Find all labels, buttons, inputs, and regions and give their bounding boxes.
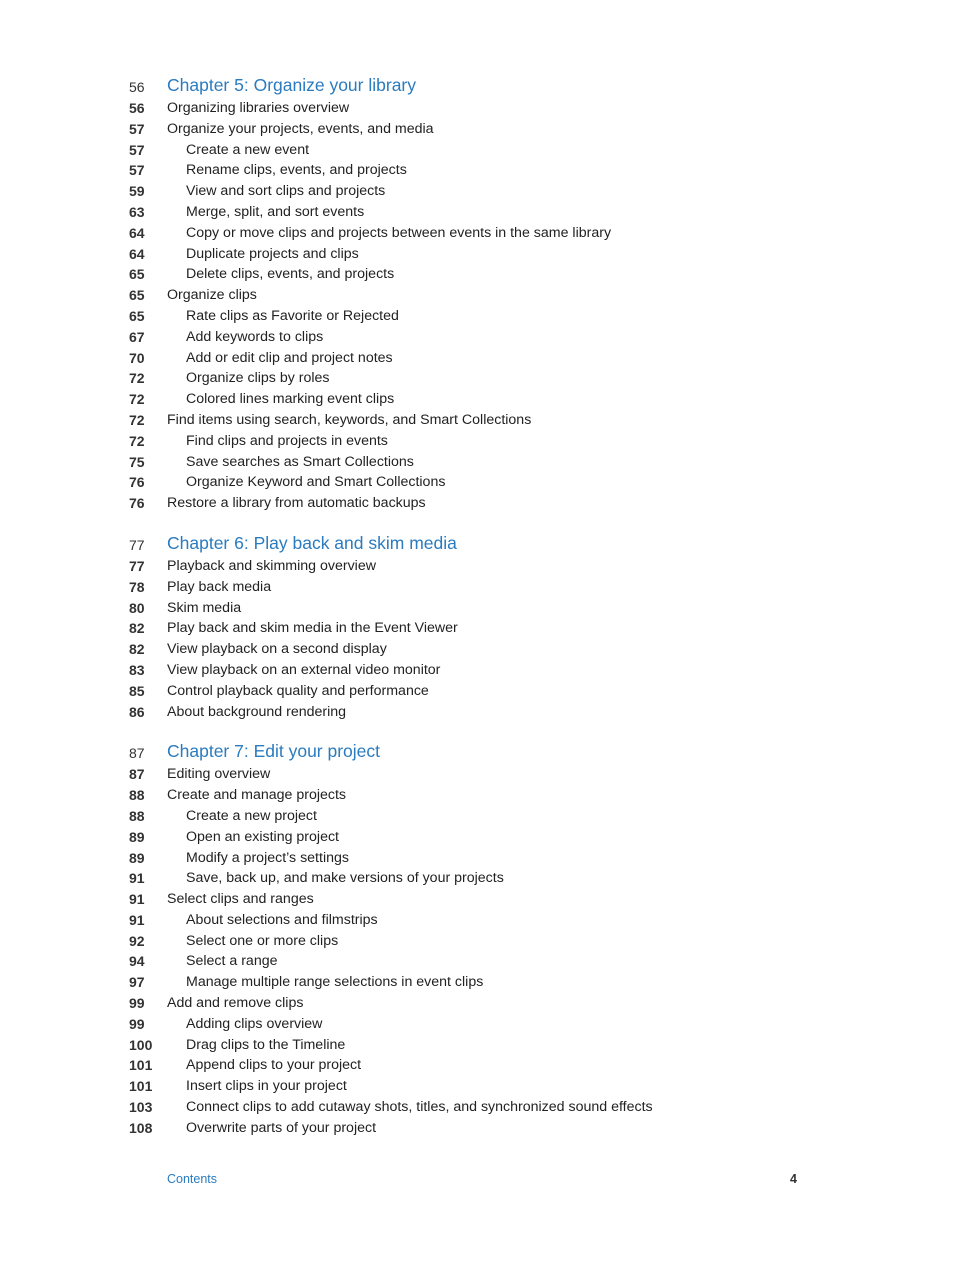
toc-subentry[interactable] [0, 910, 954, 931]
page-number: 99 [129, 1015, 145, 1032]
chapter-7 [0, 738, 954, 1138]
page-number: 91 [129, 870, 145, 887]
entry-title[interactable]: Drag clips to the Timeline [186, 1036, 346, 1053]
toc-entry[interactable] [0, 577, 954, 598]
page-number: 57 [129, 162, 145, 179]
entry-title[interactable]: Create a new event [186, 141, 310, 158]
page-number: 80 [129, 599, 145, 616]
page-number: 72 [129, 370, 145, 387]
toc-subentry[interactable] [0, 223, 954, 244]
page-number: 83 [129, 661, 145, 678]
toc-entry[interactable] [0, 618, 954, 639]
page-number: 88 [129, 807, 145, 824]
entry-title[interactable]: About background rendering [167, 703, 347, 720]
entry-title[interactable]: Play back and skim media in the Event Viewer [167, 620, 458, 637]
entry-title[interactable]: Find items using search, keywords, and Smart Collections [167, 411, 532, 428]
toc-entry[interactable] [0, 764, 954, 785]
toc-subentry[interactable] [0, 389, 954, 410]
entry-title[interactable]: Open an existing project [186, 828, 340, 845]
toc-subentry[interactable] [0, 327, 954, 348]
page-number: 99 [129, 995, 145, 1012]
page-number: 87 [129, 745, 145, 762]
toc-subentry[interactable] [0, 827, 954, 848]
entry-title[interactable]: Delete clips, events, and projects [186, 266, 395, 283]
toc-subentry[interactable] [0, 348, 954, 369]
toc-entry[interactable] [0, 993, 954, 1014]
toc-entry[interactable] [0, 285, 954, 306]
toc-entry[interactable] [0, 119, 954, 140]
page-number: 91 [129, 911, 145, 928]
toc-subentry[interactable] [0, 951, 954, 972]
page-number: 77 [129, 557, 145, 574]
chapter-6 [0, 530, 954, 722]
page-number: 77 [129, 536, 145, 553]
entry-title[interactable]: View playback on a second display [167, 641, 387, 658]
entry-title[interactable]: Insert clips in your project [186, 1078, 347, 1095]
toc-entry[interactable] [0, 702, 954, 723]
entry-title[interactable]: Create and manage projects [167, 787, 347, 804]
entry-title[interactable]: Add and remove clips [167, 995, 304, 1012]
page-number: 82 [129, 641, 145, 658]
page-number: 92 [129, 932, 145, 949]
entry-title[interactable]: Playback and skimming overview [167, 557, 376, 574]
toc-entry[interactable] [0, 785, 954, 806]
page-number: 76 [129, 474, 145, 491]
toc-subentry[interactable] [0, 244, 954, 265]
entry-title[interactable]: Add keywords to clips [186, 328, 324, 345]
chapter-heading[interactable] [0, 72, 954, 98]
page-number: 86 [129, 703, 145, 720]
entry-title[interactable]: Copy or move clips and projects between events in the same library [186, 224, 612, 241]
page-number: 56 [129, 79, 145, 95]
entry-title[interactable]: Organizing libraries overview [167, 100, 350, 116]
toc-entry[interactable] [0, 493, 954, 514]
page-number: 91 [129, 891, 145, 908]
toc-entry[interactable] [0, 681, 954, 702]
toc-entry[interactable] [0, 889, 954, 910]
page-number: 56 [129, 100, 145, 116]
footer-page-number: 4 [790, 1172, 797, 1186]
page-number: 103 [129, 1099, 153, 1116]
page-number: 108 [129, 1119, 153, 1136]
entry-title[interactable]: Select a range [186, 953, 278, 970]
entry-title[interactable]: Editing overview [167, 766, 271, 783]
page-number: 88 [129, 787, 145, 804]
entry-title[interactable]: About selections and filmstrips [186, 911, 378, 928]
toc-subentry[interactable] [0, 140, 954, 161]
entry-title[interactable]: Play back media [167, 578, 272, 595]
toc-subentry[interactable] [0, 181, 954, 202]
page-number: 87 [129, 766, 145, 783]
toc-subentry[interactable] [0, 202, 954, 223]
toc-entry[interactable] [0, 639, 954, 660]
page-number: 94 [129, 953, 145, 970]
entry-title[interactable]: Append clips to your project [186, 1057, 362, 1074]
toc-subentry[interactable] [0, 452, 954, 473]
page-number: 101 [129, 1078, 153, 1095]
toc-subentry[interactable] [0, 1097, 954, 1118]
entry-title[interactable]: View and sort clips and projects [186, 183, 386, 200]
page-number: 75 [129, 453, 145, 470]
entry-title[interactable]: Connect clips to add cutaway shots, titles, and synchronized sound effects [186, 1099, 653, 1116]
page-number: 97 [129, 974, 145, 991]
toc-subentry[interactable] [0, 472, 954, 493]
page-number: 65 [129, 307, 145, 324]
page-number: 100 [129, 1036, 153, 1053]
chapter-heading[interactable] [0, 530, 954, 556]
page-number: 57 [129, 120, 145, 137]
entry-title[interactable]: Colored lines marking event clips [186, 391, 395, 408]
page-number: 65 [129, 266, 145, 283]
entry-title[interactable]: Rename clips, events, and projects [186, 162, 407, 179]
toc-subentry[interactable] [0, 972, 954, 993]
entry-title[interactable]: Adding clips overview [186, 1015, 323, 1032]
toc-subentry[interactable] [0, 868, 954, 889]
entry-title[interactable]: Find clips and projects in events [186, 432, 388, 449]
toc-subentry[interactable] [0, 1035, 954, 1056]
chapter-title[interactable]: Chapter 6: Play back and skim media [167, 532, 457, 553]
toc-subentry[interactable] [0, 160, 954, 181]
toc-subentry[interactable] [0, 264, 954, 285]
page-number: 72 [129, 391, 145, 408]
toc-entry[interactable] [0, 660, 954, 681]
page-number: 82 [129, 620, 145, 637]
chapter-heading[interactable] [0, 738, 954, 764]
table-of-contents [0, 72, 954, 1155]
page-number: 59 [129, 183, 145, 200]
page-number: 78 [129, 578, 145, 595]
page-number: 65 [129, 287, 145, 304]
page-number: 101 [129, 1057, 153, 1074]
entry-title[interactable]: Restore a library from automatic backups [167, 495, 426, 512]
entry-title[interactable]: Organize clips by roles [186, 370, 330, 387]
toc-entry[interactable] [0, 598, 954, 619]
toc-subentry[interactable] [0, 1118, 954, 1139]
page-number: 85 [129, 682, 145, 699]
toc-entry[interactable] [0, 410, 954, 431]
entry-title[interactable]: Manage multiple range selections in event clips [186, 974, 484, 991]
chapter-title[interactable]: Chapter 7: Edit your project [167, 741, 381, 762]
toc-subentry[interactable] [0, 1055, 954, 1076]
page-number: 63 [129, 203, 145, 220]
entry-title[interactable]: Select clips and ranges [167, 891, 314, 908]
toc-subentry[interactable] [0, 848, 954, 869]
chapter-title[interactable]: Chapter 5: Organize your library [167, 75, 416, 95]
entry-title[interactable]: Overwrite parts of your project [186, 1119, 377, 1136]
entry-title[interactable]: Control playback quality and performance [167, 682, 429, 699]
entry-title[interactable]: Merge, split, and sort events [186, 203, 365, 220]
entry-title[interactable]: Create a new project [186, 807, 317, 824]
chapter-5 [0, 72, 954, 514]
toc-subentry[interactable] [0, 1076, 954, 1097]
footer-section-label[interactable]: Contents [167, 1172, 218, 1186]
entry-title[interactable]: Modify a project’s settings [186, 849, 349, 866]
entry-title[interactable]: Select one or more clips [186, 932, 339, 949]
page-number: 72 [129, 411, 145, 428]
entry-title[interactable]: Duplicate projects and clips [186, 245, 359, 262]
toc-entry[interactable] [0, 98, 954, 119]
toc-subentry[interactable] [0, 1014, 954, 1035]
page-number: 70 [129, 349, 145, 366]
entry-title[interactable]: Organize Keyword and Smart Collections [186, 474, 446, 491]
page-number: 76 [129, 495, 145, 512]
toc-entry[interactable] [0, 556, 954, 577]
entry-title[interactable]: Organize your projects, events, and media [167, 120, 434, 137]
entry-title[interactable]: Rate clips as Favorite or Rejected [186, 307, 399, 324]
toc-subentry[interactable] [0, 806, 954, 827]
entry-title[interactable]: Save searches as Smart Collections [186, 453, 414, 470]
page-number: 67 [129, 328, 145, 345]
entry-title[interactable]: Add or edit clip and project notes [186, 349, 393, 366]
entry-title[interactable]: Save, back up, and make versions of your projects [186, 870, 504, 887]
toc-subentry[interactable] [0, 431, 954, 452]
page-number: 89 [129, 849, 145, 866]
page-number: 64 [129, 224, 145, 241]
toc-subentry[interactable] [0, 368, 954, 389]
entry-title[interactable]: View playback on an external video monitor [167, 661, 441, 678]
entry-title[interactable]: Organize clips [167, 287, 257, 304]
toc-subentry[interactable] [0, 306, 954, 327]
page-number: 64 [129, 245, 145, 262]
page-number: 72 [129, 432, 145, 449]
page-number: 57 [129, 141, 145, 158]
entry-title[interactable]: Skim media [167, 599, 242, 616]
page-number: 89 [129, 828, 145, 845]
toc-subentry[interactable] [0, 931, 954, 952]
